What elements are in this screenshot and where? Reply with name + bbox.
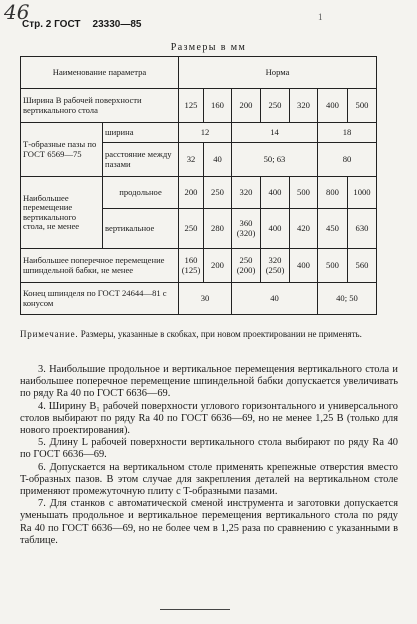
cell: 200 [232,89,261,123]
paragraph-5: 5. Длину L рабочей поверхности вертикального стола выбирают по ряду Ra 40 по ГОСТ 6636—69. [20,437,398,461]
paragraph-4: 4. Ширину B₁ рабочей поверхности углового горизонтального и универсального столов выбирают по ряду Ra 40 по ГОСТ 6636—69, но не менее 1,25 B (только для нового проектирования). [20,400,398,437]
cell: 30 [179,283,232,315]
cell: 500 [290,177,318,209]
cone-label: Конец шпинделя по ГОСТ 24644—81 с конусом [21,283,179,315]
cell: 250 (200) [232,249,261,283]
cell: 250 [261,89,290,123]
cell: 400 [290,249,318,283]
top-mark: 1 [318,12,323,22]
cell: 280 [204,209,232,249]
cell: 800 [318,177,348,209]
cell: 320 (250) [261,249,290,283]
cell: 320 [290,89,318,123]
margin-number: 46 [4,0,30,24]
cell: 250 [204,177,232,209]
header-page: Стр. 2 ГОСТ [22,19,81,30]
cell: 80 [318,143,377,177]
cell: 160 [204,89,232,123]
table-caption: Размеры в мм [170,42,247,53]
paragraph-6: 6. Допускается на вертикальном столе применять крепежные отверстия вместо T-образных пазов. В этом случае для закрепления деталей на вертикальном столе применяют промежуточную плиту с T-образными пазами. [20,461,398,498]
note-keyword: Примечание. [20,329,79,339]
row-width-label: Ширина B рабочей поверхности вертикального стола [21,89,179,123]
page-header [22,19,141,30]
paragraph-3: 3. Наибольшие продольное и вертикальное перемещения вертикального стола и наибольшее поперечное перемещение шпиндельной бабки допускается увеличивать по ряду Ra 40 по ГОСТ 6636—69. [20,364,398,400]
table-row [21,89,377,123]
cell: 160 (125) [179,249,204,283]
paragraph-7: 7. Для станков с автоматической сменой инструмента и заготовки допускается уменьшать продольное и вертикальное перемещения вертикального стола по ряду Ra 40 по ГОСТ 6636—69, но не более чем в 1,25 раза по сравнению с указанными в таблице. [20,498,398,546]
cell: 420 [290,209,318,249]
t-slots-label: Т-образные пазы по ГОСТ 6569—75 [21,123,103,177]
table-row [21,177,377,209]
travel-label: Наибольшее перемещение вертикального стола, не менее [21,177,103,249]
cell: 500 [318,249,348,283]
cell: 400 [318,89,348,123]
cell: 400 [261,177,290,209]
cell: 12 [179,123,232,143]
cell: 18 [318,123,377,143]
cell: 400 [261,209,290,249]
table-row [21,249,377,283]
cell: 560 [348,249,377,283]
table-row [21,123,377,143]
cell: 630 [348,209,377,249]
table-header-row [21,57,377,89]
head-param: Наименование параметра [21,57,179,89]
distance-label: расстояние между пазами [103,143,179,177]
cell: 450 [318,209,348,249]
width-label: ширина [103,123,179,143]
cell: 40; 50 [318,283,377,315]
cell: 200 [204,249,232,283]
cell: 14 [232,123,318,143]
cell: 40 [204,143,232,177]
header-number: 23330—85 [92,19,142,30]
dimensions-table [20,56,377,315]
vert-label: вертикальное [103,209,179,249]
long-label: продольное [103,177,179,209]
cell: 32 [179,143,204,177]
table-note [20,329,396,340]
footer-rule [160,609,230,610]
cell: 1000 [348,177,377,209]
cell: 500 [348,89,377,123]
table-row [21,283,377,315]
cell: 50; 63 [232,143,318,177]
cell: 200 [179,177,204,209]
cell: 250 [179,209,204,249]
cross-label: Наибольшее поперечное перемещение шпиндельной бабки, не менее [21,249,179,283]
cell: 320 [232,177,261,209]
note-text: Размеры, указанные в скобках, при новом проектировании не применять. [80,329,362,339]
cell: 40 [232,283,318,315]
head-norm: Норма [179,57,377,89]
body-text [20,364,398,547]
cell: 125 [179,89,204,123]
cell: 360 (320) [232,209,261,249]
